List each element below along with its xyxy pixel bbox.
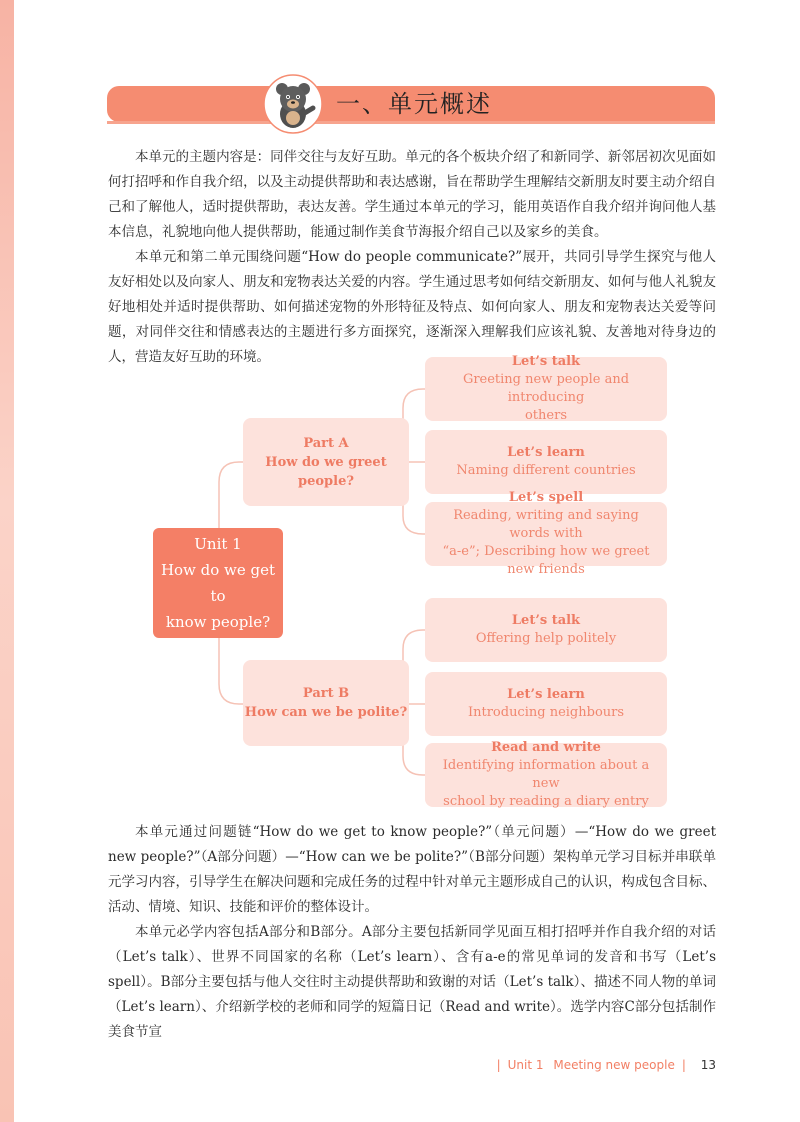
root-unit-label: Unit 1	[194, 535, 242, 553]
paragraph-question: 本单元和第二单元围绕问题“How do people communicate?”展开，共同引导学生探究与他人友好相处以及向家人、朋友和宠物表达关爱的内容。学生通过思考如何结交新朋友、如何与他人礼貌友好地相处并适时提供帮助、如何描述宠物的外形特征及特点、如何向家人、朋友和宠物表达关爱等问题，对同伴交往和情感表达的主题进行多方面探究，逐渐深入理解我们应该礼貌、友善地对待身边的人，营造友好互助的环境。	[108, 249, 716, 365]
item-title: Let’s talk	[511, 613, 581, 628]
part-b-label: Part B	[302, 686, 350, 701]
item-desc-line1: Naming different countries	[456, 463, 636, 478]
bear-mascot-icon	[263, 74, 323, 134]
item-desc-line1: Offering help politely	[475, 631, 617, 646]
part-b-item-lets-learn	[425, 672, 667, 736]
page-number: 13	[700, 1058, 716, 1072]
part-b-item-lets-talk	[425, 598, 667, 662]
mindmap-root-unit	[153, 528, 283, 638]
footer-separator: |	[496, 1058, 501, 1072]
item-desc-line1: Introducing neighbours	[467, 705, 625, 720]
item-desc-line1: Identifying information about a new	[442, 758, 650, 791]
part-a-item-lets-spell	[425, 490, 667, 577]
mindmap-part-a	[243, 418, 409, 506]
paragraph-question-chain: 本单元通过问题链“How do we get to know people?”（单元问题）—“How do we greet new people?”（A部分问题）—“How can we be polite?”（B部分问题）架构单元学习目标并串联单元学习内容，引导学生在解决问题和完成任务的过程中针对单元主题形成自己的认识，构成包含目标、活动、情境、知识、技能和评价的整体设计。	[108, 824, 716, 915]
item-title: Let’s learn	[507, 687, 585, 702]
root-question-line1: How do we get to	[160, 561, 276, 605]
part-a-question: How do we greet people?	[265, 454, 387, 489]
page-edge-band	[0, 0, 14, 1122]
section-title: 一、单元概述	[336, 90, 492, 118]
page-footer	[490, 1056, 716, 1074]
item-desc-line2: others	[524, 408, 567, 423]
item-desc-line1: Reading, writing and saying words with	[453, 508, 639, 541]
part-b-question: How can we be polite?	[244, 705, 408, 720]
root-question-line2: know people?	[165, 613, 271, 631]
item-title: Let’s learn	[507, 445, 585, 460]
paragraph-theme: 本单元的主题内容是：同伴交往与友好互助。单元的各个板块介绍了和新同学、新邻居初次见面如何打招呼和作自我介绍，以及主动提供帮助和表达感谢，旨在帮助学生理解结交新朋友时要主动介绍自己和了解他人，适时提供帮助，表达友善。学生通过本单元的学习，能用英语作自我介绍并询问他人基本信息，礼貌地向他人提供帮助，能通过制作美食节海报介绍自己以及家乡的美食。	[108, 149, 716, 240]
part-a-item-lets-talk	[425, 354, 667, 423]
footer-unit-title: Meeting new people	[553, 1058, 675, 1072]
item-title: Read and write	[491, 740, 601, 755]
item-desc-line1: Greeting new people and introducing	[462, 372, 630, 405]
footer-separator: |	[681, 1058, 686, 1072]
item-title: Let’s spell	[508, 490, 584, 505]
item-title: Let’s talk	[511, 354, 581, 369]
part-a-label: Part A	[303, 435, 349, 451]
part-b-item-read-and-write	[425, 740, 667, 809]
footer-unit: Unit 1	[507, 1058, 544, 1072]
item-desc-line2: school by reading a diary entry	[443, 794, 649, 809]
item-desc-line2: “a-e”; Describing how we greet new friends	[442, 544, 650, 577]
paragraph-required-content: 本单元必学内容包括A部分和B部分。A部分主要包括新同学见面互相打招呼并作自我介绍的对话（Let’s talk）、世界不同国家的名称（Let’s learn）、含有a-e的常见单词的发音和书写（Let’s spell）。B部分主要包括与他人交往时主动提供帮助和致谢的对话（Let’s talk）、描述不同人物的单词（Let’s learn）、介绍新学校的老师和同学的短篇日记（Read and write）。选学内容C部分包括制作美食节宣	[108, 924, 716, 1040]
part-a-item-lets-learn	[425, 430, 667, 494]
mindmap-part-b	[243, 660, 409, 746]
